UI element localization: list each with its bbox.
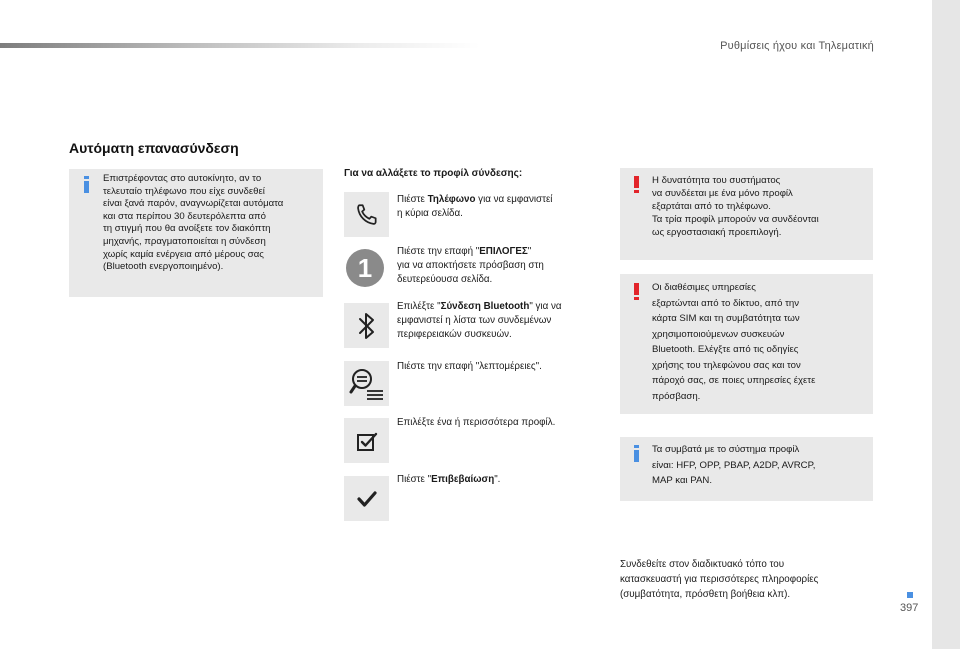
- step-number-badge: 1: [346, 249, 384, 287]
- step-4-tile: [344, 361, 389, 406]
- step-2-text: Πιέστε την επαφή "ΕΠΙΛΟΓΕΣ" για να αποκτήσετε πρόσβαση στη δευτερεύουσα σελίδα.: [397, 246, 544, 285]
- info-icon: [84, 176, 89, 193]
- step-6-tile: [344, 476, 389, 521]
- step-4-text: Πιέστε την επαφή "λεπτομέρειες".: [397, 361, 542, 372]
- step-1-tile: [344, 192, 389, 237]
- footer-note: Συνδεθείτε στον διαδικτυακό τόπο του κατασκευαστή για περισσότερες πληροφορίες (συμβατότητα, πρόσθετη βοήθεια κλπ).: [620, 559, 819, 600]
- page-side-strip: [932, 0, 960, 649]
- warning-box-profiles-text: Η δυνατότητα του συστήματος να συνδέεται με ένα μόνο προφίλ εξαρτάται από το τηλέφωνο. Τα τρία προφίλ μπορούν να συνδέονται ως εργοστασιακή προεπιλογή.: [652, 175, 819, 238]
- page-number: 397: [900, 602, 919, 614]
- info-box-text: Επιστρέφοντας στο αυτοκίνητο, αν το τελευταίο τηλέφωνο που είχε συνδεθεί είναι ξανά παρόν, αναγνωρίζεται αυτόματα και στα περίπου 30 δευτερόλεπτα από τη στιγμή που θα ανοίξετε τον διακόπτη μηχανής, πραγματοποιείται η σύνδεση χωρίς καμία ενέργεια από μέρους σας (Bluetooth ενεργοποιημένο).: [103, 173, 284, 273]
- warning-icon: [634, 176, 639, 195]
- chapter-title: Ρυθμίσεις ήχου και Τηλεματική: [720, 40, 874, 52]
- details-search-icon: [349, 366, 385, 402]
- warning-box-services-text: Οι διαθέσιμες υπηρεσίες εξαρτώνται από το δίκτυο, από την κάρτα SIM και τη συμβατότητα των χρησιμοποιούμενων συσκευών Bluetooth. Ελέγξτε από τις οδηγίες χρήσης του τηλεφώνου σας και τον πάροχό σας, σε ποιες υπηρεσίες έχετε πρόσβαση.: [652, 282, 816, 402]
- step-5-text: Επιλέξτε ένα ή περισσότερα προφίλ.: [397, 417, 556, 428]
- bluetooth-icon: [356, 311, 378, 341]
- step-6-text: Πιέστε "Επιβεβαίωση".: [397, 474, 501, 485]
- step-3-tile: [344, 303, 389, 348]
- checkbox-icon: [356, 430, 378, 452]
- warning-icon: [634, 283, 639, 302]
- page-corner-marker: [907, 592, 913, 598]
- section-title: Αυτόματη επανασύνδεση: [69, 140, 239, 156]
- phone-handset-icon: [354, 202, 380, 228]
- step-5-tile: [344, 418, 389, 463]
- step-3-text: Επιλέξτε "Σύνδεση Bluetooth" για να εμφανιστεί η λίστα των συνδεμένων περιφερειακών συσκευών.: [397, 301, 562, 340]
- checkmark-icon: [356, 488, 378, 510]
- info-icon: [634, 445, 639, 462]
- steps-title: Για να αλλάξετε το προφίλ σύνδεσης:: [344, 168, 523, 179]
- info-box-supported-profiles-text: Τα συμβατά με το σύστημα προφίλ είναι: HFP, OPP, PBAP, A2DP, AVRCP, MAP και PAN.: [652, 444, 816, 486]
- header-gradient-bar: [0, 43, 480, 48]
- step-1-text: Πιέστε Τηλέφωνο για να εμφανιστεί η κύρια σελίδα.: [397, 194, 553, 219]
